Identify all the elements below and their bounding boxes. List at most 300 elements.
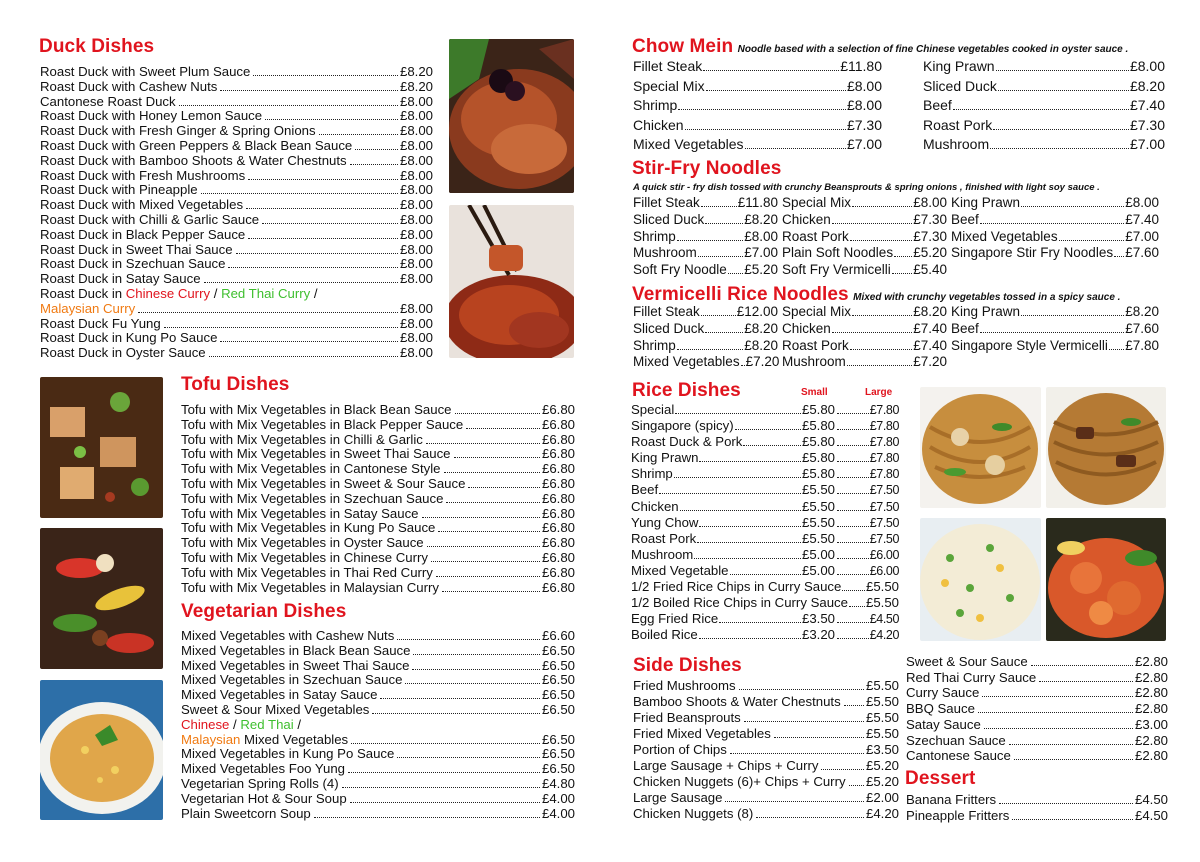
menu-item-name: King Prawn	[923, 58, 995, 74]
dot-leader	[837, 493, 869, 494]
menu-item-price: £12.00	[736, 304, 778, 319]
menu-item-price: £7.80	[1125, 337, 1159, 353]
side-dishes-heading: Side Dishes	[633, 655, 742, 676]
menu-item-price: £7.20	[745, 354, 780, 370]
dot-leader	[248, 179, 398, 180]
menu-item-name: Mixed Vegetables	[633, 354, 740, 370]
rice-large-price: £5.50	[865, 595, 899, 611]
menu-item-name: Tofu with Mix Vegetables in Szechuan Sauce	[181, 490, 444, 506]
dot-leader	[842, 590, 865, 591]
dot-leader	[466, 428, 540, 429]
dot-leader	[844, 705, 864, 706]
menu-item	[633, 77, 882, 97]
menu-item-price: £4.50	[1134, 808, 1168, 823]
menu-item-name: Soft Fry Noodle	[633, 262, 727, 278]
menu-item-name: Singapore Style Vermicelli	[951, 337, 1108, 353]
rice-small-price: £5.80	[801, 466, 835, 482]
stir-fry-noodles-list	[633, 195, 1159, 279]
menu-item-name: Boiled Rice	[631, 627, 698, 643]
menu-item	[181, 747, 575, 762]
dot-leader	[706, 90, 846, 91]
separator: /	[293, 716, 301, 732]
menu-item	[633, 245, 778, 262]
rice-dishes-heading: Rice Dishes	[632, 380, 741, 401]
red-thai-curry-label: Red Thai Curry	[221, 285, 311, 301]
menu-item-price: £8.00	[1129, 58, 1165, 74]
dot-leader	[832, 223, 912, 224]
menu-item	[951, 338, 1159, 355]
dot-leader	[350, 164, 398, 165]
dot-leader	[455, 413, 540, 414]
dot-leader	[894, 256, 912, 257]
menu-item	[906, 748, 1168, 764]
menu-item	[181, 673, 575, 688]
menu-item-name: Sweet & Sour Sauce	[906, 654, 1028, 669]
menu-item-name: Mixed Vegetables with Cashew Nuts	[181, 628, 395, 643]
menu-item-name: Roast Duck in Szechuan Sauce	[40, 256, 226, 272]
menu-item	[40, 169, 433, 184]
menu-item-name: Mushroom	[923, 136, 990, 153]
rice-item	[631, 563, 835, 579]
tofu-dishes-list	[181, 403, 575, 595]
empty-cell	[951, 354, 1159, 371]
menu-item	[633, 354, 778, 371]
sweetcorn-soup-photo	[40, 680, 163, 820]
menu-item-price: £3.50	[865, 742, 899, 757]
menu-item-name: Large Sausage	[633, 790, 723, 805]
duck-dishes-heading: Duck Dishes	[39, 36, 155, 57]
menu-item-price: £5.20	[913, 245, 947, 261]
menu-item-name: Roast Duck with Cashew Nuts	[40, 78, 218, 94]
dot-leader	[380, 698, 540, 699]
menu-item-price: £8.20	[399, 78, 433, 94]
menu-item-price: £8.20	[744, 211, 778, 227]
rice-small-price: £5.50	[801, 498, 835, 514]
dot-leader	[248, 238, 398, 239]
menu-item	[181, 403, 575, 418]
dot-leader	[743, 445, 801, 446]
menu-item-price: £4.00	[541, 805, 575, 821]
rice-item	[631, 499, 835, 515]
dot-leader	[745, 148, 846, 149]
dot-leader	[699, 461, 801, 462]
dot-leader	[996, 70, 1129, 71]
menu-item-price: £4.00	[541, 790, 575, 806]
dot-leader	[847, 365, 912, 366]
dot-leader	[837, 461, 869, 462]
rice-small-price: £5.80	[801, 434, 835, 450]
menu-item-name: Portion of Chips	[633, 742, 727, 757]
rice-small-label: Small	[801, 387, 828, 398]
dot-leader	[397, 639, 540, 640]
dot-leader	[849, 785, 864, 786]
rice-large	[835, 418, 899, 434]
menu-item-price: £11.80	[737, 195, 778, 210]
menu-item-name: Tofu with Mix Vegetables in Sweet & Sour Sauce	[181, 475, 466, 491]
rice-large	[835, 450, 899, 466]
menu-item-price: £8.00	[399, 330, 433, 346]
dot-leader	[982, 696, 1133, 697]
chow-mein-header	[632, 36, 1128, 58]
menu-item-name: Large Sausage + Chips + Curry	[633, 758, 819, 773]
menu-item-price: £4.20	[865, 806, 899, 821]
rice-item	[631, 531, 835, 547]
menu-item-name: Special Mix	[633, 77, 705, 94]
dot-leader	[220, 90, 398, 91]
rice-large-price: £4.20	[869, 628, 899, 643]
menu-item	[782, 321, 947, 338]
menu-item	[181, 492, 575, 507]
dot-leader	[413, 654, 540, 655]
menu-item-price: £8.20	[399, 64, 433, 79]
red-thai-label: Red Thai	[240, 716, 294, 732]
menu-item	[633, 321, 778, 338]
dot-leader	[659, 493, 801, 494]
rice-large	[835, 547, 899, 563]
menu-item-name: Mixed Vegetables in Kung Po Sauce	[181, 746, 395, 762]
dot-leader	[741, 365, 745, 366]
dot-leader	[438, 531, 540, 532]
rice-item	[631, 418, 835, 434]
curry-rest: Mixed Vegetables	[240, 731, 349, 747]
chow-mein-heading: Chow Mein	[632, 36, 734, 57]
menu-item-price: £6.80	[541, 535, 575, 551]
menu-item	[906, 654, 1168, 670]
menu-item-price: £8.00	[399, 315, 433, 331]
menu-item	[782, 354, 947, 371]
rice-small-price: £5.00	[801, 546, 835, 562]
menu-item-name: Beef	[951, 320, 979, 336]
menu-item	[40, 95, 433, 110]
dot-leader	[849, 606, 865, 607]
dot-leader	[698, 256, 743, 257]
chow-mein-chicken-photo	[920, 387, 1041, 508]
dot-leader	[744, 721, 864, 722]
menu-item-name: Chicken	[782, 320, 831, 336]
malaysian-label: Malaysian	[181, 731, 241, 747]
menu-item-price: £8.00	[744, 228, 778, 244]
rice-large	[835, 402, 899, 418]
menu-item	[633, 57, 882, 77]
menu-item-name: Singapore Stir Fry Noodles	[951, 245, 1114, 261]
menu-item-price: £8.00	[846, 97, 882, 114]
menu-item	[40, 257, 433, 272]
menu-item-name: Fried Mushrooms	[633, 678, 736, 693]
rice-item	[631, 434, 835, 450]
chow-mein-beef-photo	[1046, 387, 1166, 508]
rice-item	[631, 402, 835, 418]
dot-leader	[220, 341, 398, 342]
dot-leader	[680, 510, 801, 511]
menu-item	[181, 566, 575, 581]
menu-item-price: £8.00	[399, 241, 433, 257]
dessert-heading: Dessert	[905, 768, 976, 789]
rice-large-price: £7.80	[869, 435, 899, 450]
dot-leader	[685, 129, 846, 130]
menu-item-price: £8.00	[399, 271, 433, 287]
menu-item	[633, 806, 899, 822]
menu-item-price: £3.00	[1134, 716, 1168, 732]
rice-item	[631, 515, 835, 531]
dot-leader	[179, 105, 398, 106]
vegetarian-dishes-heading: Vegetarian Dishes	[181, 601, 347, 622]
menu-item-price: £8.00	[399, 256, 433, 272]
menu-item	[181, 777, 575, 792]
dot-leader	[426, 443, 540, 444]
rice-small-price: £5.50	[801, 514, 835, 530]
dessert-list	[906, 792, 1168, 824]
dot-leader	[999, 803, 1133, 804]
menu-item	[633, 758, 899, 774]
dot-leader	[984, 728, 1133, 729]
rice-small-price: £3.20	[801, 627, 835, 643]
menu-item	[923, 96, 1165, 116]
menu-item-price: £7.40	[1129, 97, 1165, 114]
menu-item	[181, 688, 575, 703]
menu-item	[782, 338, 947, 355]
dot-leader	[265, 119, 398, 120]
menu-item-name: Mushroom	[633, 245, 697, 261]
rice-large-price: £6.00	[869, 563, 899, 578]
dot-leader	[442, 591, 540, 592]
dot-leader	[372, 713, 540, 714]
menu-item	[181, 792, 575, 807]
menu-item-price: £6.80	[541, 549, 575, 565]
menu-item	[923, 135, 1165, 155]
dot-leader	[837, 526, 869, 527]
dot-leader	[348, 772, 540, 773]
menu-item-price: £8.00	[399, 152, 433, 168]
menu-item-price: £6.80	[541, 490, 575, 506]
dot-leader	[821, 769, 864, 770]
menu-item-name: Fillet Steak	[633, 195, 700, 210]
chinese-curry-label: Chinese Curry	[125, 285, 211, 301]
menu-item-price: £8.20	[744, 320, 778, 336]
menu-item-name: Banana Fritters	[906, 792, 997, 807]
menu-item	[633, 694, 899, 710]
menu-item	[906, 670, 1168, 686]
rice-small-price: £5.80	[801, 402, 835, 417]
menu-item-price: £6.50	[541, 701, 575, 717]
menu-item	[181, 507, 575, 522]
menu-item	[633, 790, 899, 806]
menu-item	[782, 304, 947, 321]
menu-item-name: Vegetarian Spring Rolls (4)	[181, 775, 339, 791]
menu-item	[40, 228, 433, 243]
dot-leader	[1021, 206, 1124, 207]
menu-item	[633, 678, 899, 694]
menu-item-price: £8.00	[399, 93, 433, 109]
menu-item-price: £7.00	[846, 136, 882, 153]
menu-item-name	[181, 733, 348, 748]
menu-item	[40, 213, 433, 228]
egg-fried-rice-photo	[920, 518, 1041, 641]
menu-item	[633, 338, 778, 355]
dot-leader	[837, 413, 869, 414]
dot-leader	[699, 638, 801, 639]
rice-large	[835, 611, 899, 627]
menu-item-name: Sliced Duck	[923, 77, 997, 94]
menu-item-price: £6.50	[541, 642, 575, 658]
menu-item-name: Soft Fry Vermicelli	[782, 262, 891, 278]
dot-leader	[674, 477, 801, 478]
dot-leader	[397, 757, 540, 758]
menu-item-price: £6.50	[541, 687, 575, 703]
menu-item	[181, 521, 575, 536]
menu-item-name: Roast Duck with Sweet Plum Sauce	[40, 64, 251, 79]
menu-item-name: Chicken Nuggets (8)	[633, 806, 754, 821]
dot-leader	[837, 622, 869, 623]
menu-item-name: Tofu with Mix Vegetables in Chilli & Garlic	[181, 431, 423, 447]
menu-item-name: Roast Duck with Chilli & Garlic Sauce	[40, 211, 260, 227]
menu-item	[906, 717, 1168, 733]
menu-item	[951, 304, 1159, 321]
menu-item-price: £2.80	[1134, 685, 1168, 701]
menu-item	[633, 116, 882, 136]
menu-item	[181, 418, 575, 433]
rice-item	[631, 450, 835, 466]
menu-item	[633, 195, 778, 212]
menu-item	[782, 229, 947, 246]
menu-item	[181, 536, 575, 551]
menu-item-price: £6.80	[541, 564, 575, 580]
menu-item	[40, 346, 433, 361]
dot-leader	[735, 429, 801, 430]
menu-item-name: Roast Pork	[782, 228, 849, 244]
menu-item	[40, 317, 433, 332]
roast-duck-plate-photo	[449, 39, 574, 193]
menu-item	[633, 135, 882, 155]
dot-leader	[675, 413, 801, 414]
menu-item-price: £7.40	[1125, 211, 1159, 227]
menu-item-price: £6.80	[541, 505, 575, 521]
menu-item	[181, 581, 575, 596]
rice-large-price: £7.80	[869, 403, 899, 417]
menu-item-price: £8.20	[1125, 304, 1159, 319]
menu-item-name: Roast Pork	[923, 116, 993, 133]
dot-leader	[446, 502, 540, 503]
menu-item-name: Mushroom	[782, 354, 846, 370]
rice-large-price: £7.50	[869, 499, 899, 514]
menu-item	[906, 733, 1168, 749]
dot-leader	[412, 669, 540, 670]
rice-item	[631, 482, 835, 498]
menu-item	[40, 124, 433, 139]
dot-leader	[228, 267, 398, 268]
menu-item-name: King Prawn	[951, 304, 1021, 319]
menu-item-price: £6.80	[541, 579, 575, 595]
rice-large	[835, 515, 899, 531]
menu-item-veg-curry	[181, 718, 575, 733]
separator: /	[210, 285, 222, 301]
dot-leader	[998, 90, 1129, 91]
menu-item-name: Beef	[951, 211, 979, 227]
malaysian-curry-label: Malaysian Curry	[40, 300, 136, 316]
menu-item-price: £8.00	[399, 197, 433, 213]
menu-item	[633, 774, 899, 790]
menu-item-name	[181, 718, 301, 733]
menu-item-price: £7.00	[1129, 136, 1165, 153]
dot-leader	[355, 149, 398, 150]
menu-item-name: Plain Sweetcorn Soup	[181, 805, 311, 821]
dot-leader	[253, 75, 398, 76]
menu-item-name: Roast Duck in Sweet Thai Sauce	[40, 241, 233, 257]
rice-small-price: £5.50	[801, 482, 835, 498]
sauces-list	[906, 654, 1168, 764]
menu-item	[951, 195, 1159, 212]
menu-item	[906, 685, 1168, 701]
menu-item-price: £11.80	[840, 58, 882, 74]
menu-item-name: Fillet Steak	[633, 58, 703, 74]
menu-item	[40, 154, 433, 169]
menu-item-name: Red Thai Curry Sauce	[906, 669, 1037, 685]
menu-item-name: Roast Duck with Green Peppers & Black Bean Sauce	[40, 137, 353, 153]
dot-leader	[405, 683, 540, 684]
rice-large-price: £7.50	[869, 531, 899, 546]
menu-item-price: £8.00	[399, 182, 433, 198]
dot-leader	[993, 129, 1129, 130]
dot-leader	[850, 240, 912, 241]
dot-leader	[314, 817, 540, 818]
rice-small-price: £5.00	[801, 562, 835, 578]
menu-item	[782, 212, 947, 229]
menu-item	[782, 245, 947, 262]
menu-item-name: Chicken	[633, 116, 684, 133]
chinese-label: Chinese	[181, 716, 230, 732]
dot-leader	[837, 429, 869, 430]
dot-leader	[677, 349, 743, 350]
menu-item-name: Tofu with Mix Vegetables in Kung Po Sauce	[181, 520, 436, 536]
menu-item	[633, 229, 778, 246]
menu-item-price: £7.30	[913, 211, 947, 227]
dot-leader	[427, 546, 540, 547]
vegetable-stir-fry-photo	[40, 528, 163, 669]
menu-item-price: £5.50	[865, 710, 899, 725]
menu-item	[923, 77, 1165, 97]
dot-leader	[892, 273, 912, 274]
menu-item-price: £2.80	[1134, 701, 1168, 717]
menu-item	[40, 243, 433, 258]
menu-item-name: Mixed Vegetables	[633, 136, 744, 153]
dot-leader	[444, 472, 540, 473]
dot-leader	[201, 193, 398, 194]
menu-item-name: Fried Beansprouts	[633, 710, 741, 725]
menu-item-price: £6.50	[541, 761, 575, 777]
menu-item-price: £6.50	[541, 657, 575, 673]
menu-item-price: £6.50	[541, 672, 575, 688]
roast-duck-chopsticks-photo	[449, 205, 574, 358]
menu-item-name: Mixed Vegetables Foo Yung	[181, 761, 345, 777]
menu-item-price: £5.50	[865, 726, 899, 741]
menu-item	[633, 304, 778, 321]
menu-item-price: £6.80	[541, 431, 575, 447]
rice-small-price: £3.50	[801, 611, 835, 627]
menu-item	[40, 109, 433, 124]
dot-leader	[725, 801, 864, 802]
rice-large	[835, 434, 899, 450]
menu-item	[782, 195, 947, 212]
menu-item-price: £5.40	[913, 262, 947, 278]
menu-item	[181, 629, 575, 644]
vermicelli-header	[632, 284, 1120, 306]
menu-item-name: Tofu with Mix Vegetables in Malaysian Curry	[181, 579, 439, 595]
menu-item	[633, 726, 899, 742]
separator: /	[229, 716, 241, 732]
menu-item	[923, 116, 1165, 136]
menu-item-name: Tofu with Mix Vegetables in Thai Red Curry	[181, 564, 433, 580]
dot-leader	[852, 206, 912, 207]
menu-item-price: £8.00	[399, 211, 433, 227]
